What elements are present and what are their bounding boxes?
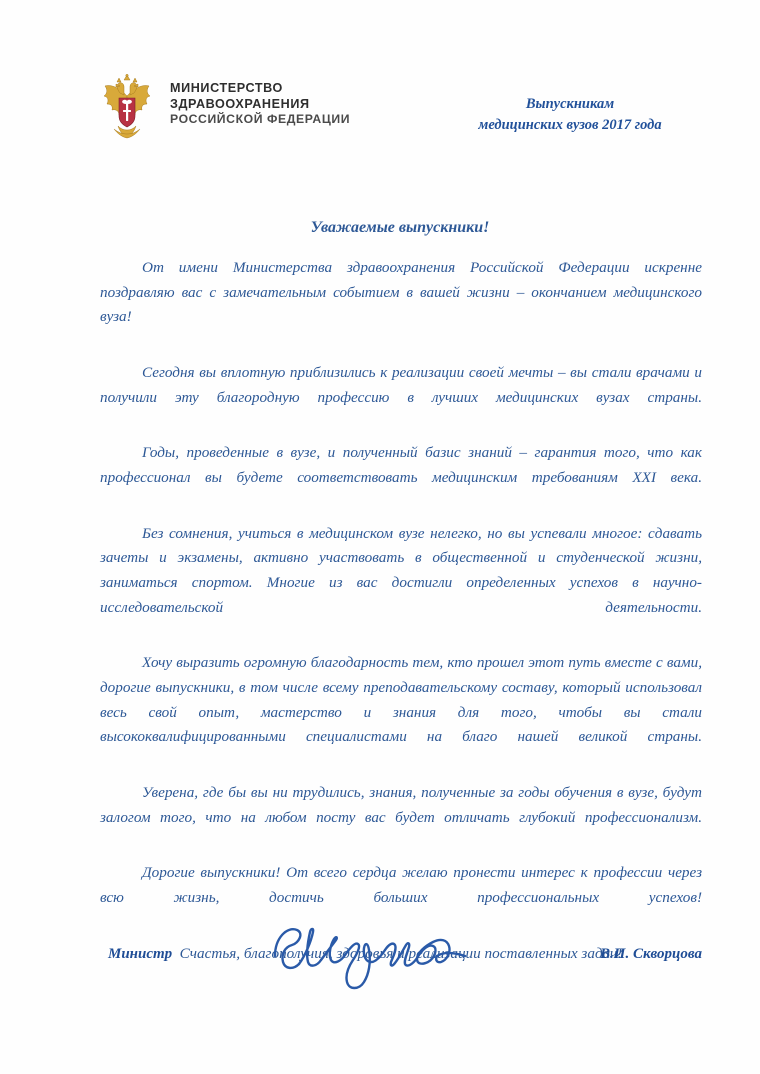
signer-title: Министр bbox=[108, 946, 173, 962]
letterhead bbox=[96, 74, 350, 146]
paragraph: Хочу выразить огромную благодарность тем, кто прошел этот путь вместе с вами, дорогие выпускники, в том числе всему преподавательскому составу, который использовал весь свой опыт, мастерство и знания для того, чтобы вы стали высококвалифицированными специалистами на благо нашей великой страны. bbox=[100, 654, 702, 746]
addressee-block bbox=[430, 94, 710, 135]
paragraph: От имени Министерства здравоохранения Российской Федерации искренне поздравляю вас с замечательным событием в вашей жизни – окончанием медицинского вуза! bbox=[100, 259, 702, 326]
ministry-line-1: МИНИСТЕРСТВО bbox=[170, 81, 283, 95]
salutation: Уважаемые выпускники! bbox=[310, 219, 490, 236]
letter-body bbox=[100, 256, 702, 966]
paragraph: Уверена, где бы вы ни трудились, знания, полученные за годы обучения в вузе, будут залогом того, что на любом посту вас будет отличать глубокий профессионализм. bbox=[100, 784, 702, 826]
paragraph: Сегодня вы вплотную приблизились к реализации своей мечты – вы стали врачами и получили эту благородную профессию в лучших медицинских вузах страны. bbox=[100, 364, 702, 406]
russian-double-headed-eagle-emblem bbox=[96, 74, 158, 146]
ministry-line-3: РОССИЙСКОЙ ФЕДЕРАЦИИ bbox=[170, 112, 351, 127]
paragraph: Дорогие выпускники! От всего сердца желаю пронести интерес к профессии через всю жизнь, достичь больших профессиональных успехов! bbox=[100, 864, 702, 906]
ministry-line-2: ЗДРАВООХРАНЕНИЯ bbox=[170, 97, 310, 112]
signature-block bbox=[100, 940, 702, 980]
closing-line: Счастья, благополучия, здоровья и реализации поставленных задач! bbox=[179, 944, 623, 962]
ministry-name bbox=[170, 74, 350, 128]
paragraph: Без сомнения, учиться в медицинском вузе нелегко, но вы успевали многое: сдавать зачеты и экзамены, активно участвовать в общественной и студенческой жизни, заниматься спортом. Многие из вас достигли определенных успехов в научно-исследовательской деятельности. bbox=[100, 524, 702, 616]
paragraph: Годы, проведенные в вузе, и полученный базис знаний – гарантия того, что как профессионал вы будете соответствовать медицинским требованиям XXI века. bbox=[100, 444, 702, 486]
addressee-line-1: Выпускникам bbox=[525, 96, 615, 112]
signer-name: В.И. Скворцова bbox=[600, 946, 702, 962]
handwritten-signature bbox=[265, 912, 485, 1002]
addressee-line-2: медицинских вузов 2017 года bbox=[478, 116, 662, 133]
